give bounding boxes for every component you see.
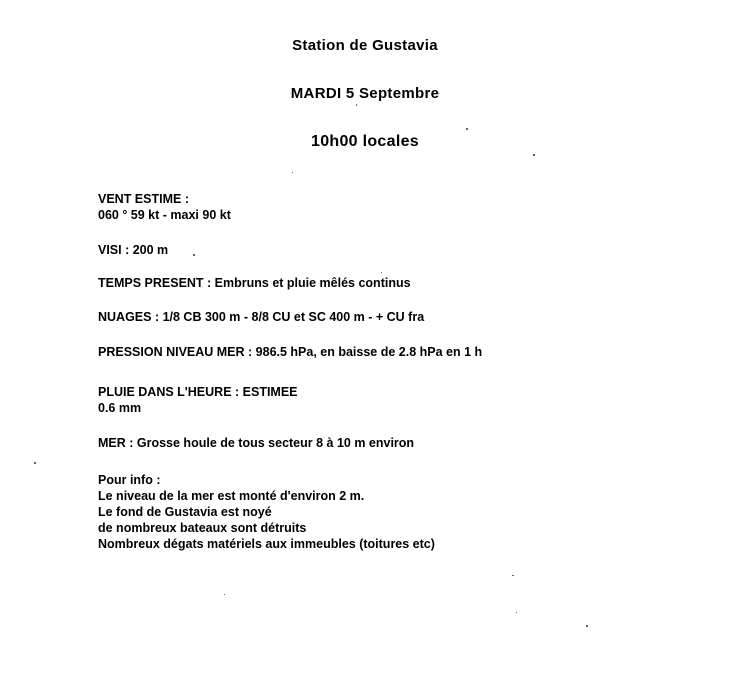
visibility-line: VISI : 200 m xyxy=(98,243,169,257)
rain-block xyxy=(98,384,298,416)
wind-value: 060 ° 59 kt - maxi 90 kt xyxy=(98,208,231,222)
rain-value: 0.6 mm xyxy=(98,401,142,415)
info-line: Le fond de Gustavia est noyé xyxy=(98,505,272,519)
scan-speck xyxy=(193,254,195,256)
present-weather-line: TEMPS PRESENT : Embruns et pluie mêlés continus xyxy=(98,276,411,290)
scan-speck xyxy=(512,575,514,576)
scan-speck xyxy=(533,154,535,156)
info-line: Nombreux dégats matériels aux immeubles (toitures etc) xyxy=(98,537,435,551)
clouds-line: NUAGES : 1/8 CB 300 m - 8/8 CU et SC 400 m - + CU fra xyxy=(98,310,425,324)
scan-speck xyxy=(586,625,588,627)
scan-speck xyxy=(516,612,517,613)
wind-label: VENT ESTIME : xyxy=(98,192,189,206)
time-title: 10h00 locales xyxy=(311,133,419,150)
info-line: Le niveau de la mer est monté d'environ 2 m. xyxy=(98,489,365,503)
pressure-line: PRESSION NIVEAU MER : 986.5 hPa, en baisse de 2.8 hPa en 1 h xyxy=(98,345,483,359)
wind-block xyxy=(98,191,231,223)
scan-speck xyxy=(34,462,36,464)
info-block xyxy=(98,472,435,552)
scan-speck xyxy=(356,104,357,106)
scan-speck xyxy=(381,272,382,273)
station-title: Station de Gustavia xyxy=(292,37,438,54)
rain-label: PLUIE DANS L'HEURE : ESTIMEE xyxy=(98,385,298,399)
scan-speck xyxy=(224,594,225,595)
info-line: de nombreux bateaux sont détruits xyxy=(98,521,307,535)
scan-speck xyxy=(466,128,468,130)
info-title: Pour info : xyxy=(98,473,161,487)
scan-speck xyxy=(292,172,293,173)
date-title: MARDI 5 Septembre xyxy=(290,85,440,102)
sea-line: MER : Grosse houle de tous secteur 8 à 10 m environ xyxy=(98,436,415,450)
